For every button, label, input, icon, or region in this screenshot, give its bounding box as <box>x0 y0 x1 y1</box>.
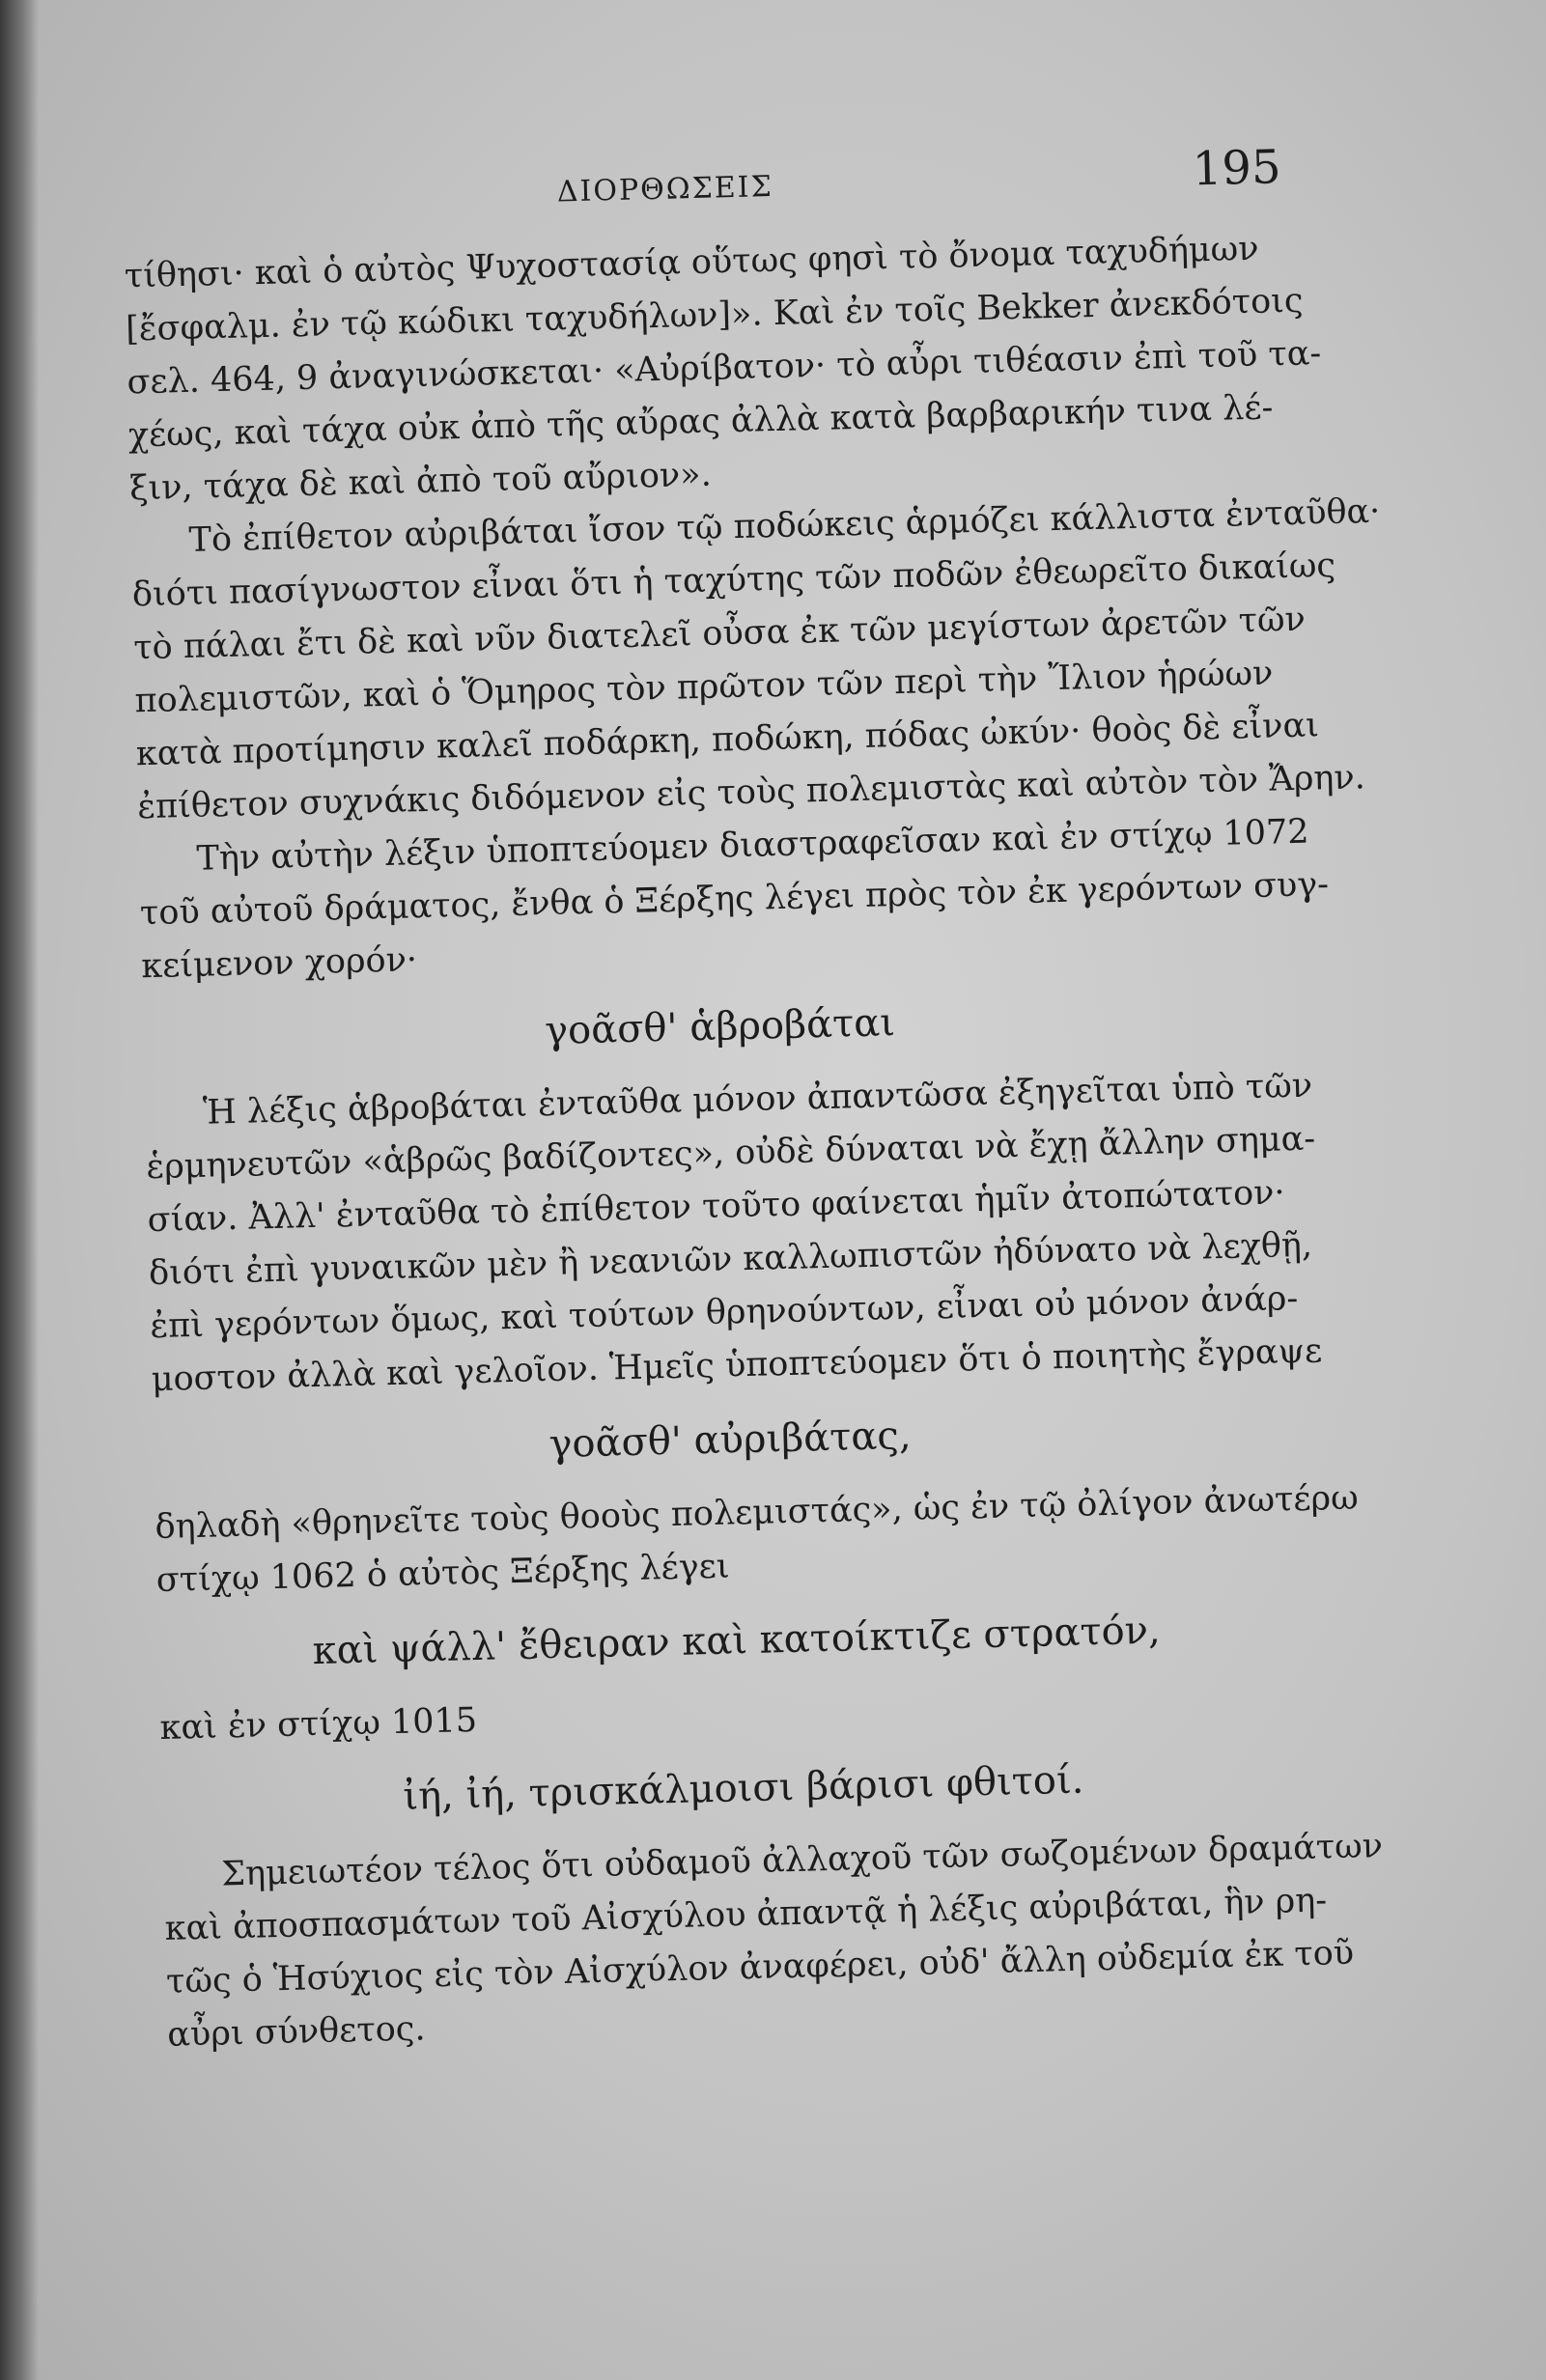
text-line: χέως, καὶ τάχα οὐκ ἀπὸ τῆς αὔρας ἀλλὰ κατὰ βαρβαρικήν τινα λέ- <box>127 388 1274 456</box>
text-line: στίχῳ 1062 ὁ αὐτὸς Ξέρξης λέγει <box>155 1547 730 1601</box>
text-line: καὶ ἀποσπασμάτων τοῦ Αἰσχύλου ἀπαντᾷ ἡ λέξις αὐριβάται, ἣν ρη- <box>164 1881 1328 1948</box>
text-line: Σημειωτέον τέλος ὅτι οὐδαμοῦ ἀλλαχοῦ τῶν σωζομένων δραμάτων <box>220 1827 1384 1894</box>
text-line: Τὸ ἐπίθετον αὐριβάται ἴσον τῷ ποδώκεις ἁρμόζει κάλλιστα ἐνταῦθα· <box>188 491 1381 560</box>
text-line: ἐπὶ γερόντων ὅμως, καὶ τούτων θρηνούντων, εἶναι οὐ μόνον ἀνάρ- <box>149 1279 1299 1347</box>
running-head <box>93 140 1296 227</box>
text-line: πολεμιστῶν, καὶ ὁ Ὅμηρος τὸν πρῶτον τῶν περὶ τὴν Ἴλιον ἡρώων <box>134 654 1274 721</box>
text-line: σελ. 464, 9 ἀναγινώσκεται· «Αὐρίβατον· τὸ αὖρι τιθέασιν ἐπὶ τοῦ τα- <box>126 334 1322 403</box>
paragraph-5 <box>155 1473 1360 1608</box>
paragraph-2 <box>130 488 1381 834</box>
verse-quote-4: ἰή, ἰή, τρισκάλμοισι βάρισι φθιτοί. <box>402 1757 1084 1819</box>
text-line: μοστον ἀλλὰ καὶ γελοῖον. Ἡμεῖς ὑποπτεύομεν ὅτι ὁ ποιητὴς ἔγραψε <box>151 1331 1323 1400</box>
text-line: τοῦ αὐτοῦ δράματος, ἔνθα ὁ Ξέρξης λέγει πρὸς τὸν ἐκ γερόντων συγ- <box>139 865 1330 934</box>
body-text <box>124 222 1384 2062</box>
text-line: ἑρμηνευτῶν «ἁβρῶς βαδίζοντες», οὐδὲ δύναται νὰ ἔχῃ ἄλλην σημα- <box>145 1119 1316 1188</box>
verse-quote-1: γοᾶσθ' ἁβροβάται <box>544 1000 896 1054</box>
verse-quote-3: καὶ ψάλλ' ἔθειραν καὶ κατοίκτιζε στρατόν, <box>312 1608 1162 1674</box>
text-line: καὶ ἐν στίχῳ 1015 <box>159 1700 478 1748</box>
paragraph-4 <box>144 1060 1323 1407</box>
paragraph-7 <box>163 1822 1384 2062</box>
text-line: διότι πασίγνωστον εἶναι ὅτι ἡ ταχύτης τῶν ποδῶν ἐθεωρεῖτο δικαίως <box>131 546 1336 615</box>
text-line: ξιν, τάχα δὲ καὶ ἀπὸ τοῦ αὔριον». <box>128 455 713 509</box>
text-line: κείμενον χορόν· <box>140 940 418 987</box>
page-binding-shadow <box>0 0 39 2380</box>
text-line: τὸ πάλαι ἔτι δὲ καὶ νῦν διατελεῖ οὖσα ἐκ τῶν μεγίστων ἀρετῶν τῶν <box>132 600 1307 668</box>
text-line: Τὴν αὐτὴν λέξιν ὑποπτεύομεν διαστραφεῖσαν καὶ ἐν στίχῳ 1072 <box>196 812 1310 879</box>
page-number: 195 <box>1192 140 1282 197</box>
paragraph-3 <box>138 806 1330 994</box>
text-line: διότι ἐπὶ γυναικῶν μὲν ἢ νεανιῶν καλλωπιστῶν ἠδύνατο νὰ λεχθῇ, <box>148 1225 1313 1294</box>
text-line: δηλαδὴ «θρηνεῖτε τοὺς θοοὺς πολεμιστάς», ὡς ἐν τῷ ὀλίγον ἀνωτέρω <box>155 1478 1360 1548</box>
verse-quote-2: γοᾶσθ' αὐριβάτας, <box>548 1413 913 1468</box>
text-line: τῶς ὁ Ἡσύχιος εἰς τὸν Αἰσχύλον ἀναφέρει, οὐδ' ἄλλη οὐδεμία ἐκ τοῦ <box>165 1933 1355 2002</box>
text-line: τίθησι· καὶ ὁ αὐτὸς Ψυχοστασίᾳ οὕτως φησὶ τὸ ὄνομα ταχυδήμων <box>124 229 1259 296</box>
text-line: αὖρι σύνθετος. <box>166 2009 426 2055</box>
book-page <box>92 101 1384 2254</box>
running-title: ΔΙΟΡΘΩΣΕΙΣ <box>556 169 774 210</box>
text-line: κατὰ προτίμησιν καλεῖ ποδάρκη, ποδώκη, πόδας ὠκύν· θοὸς δὲ εἶναι <box>135 706 1320 774</box>
text-line: Ἡ λέξις ἁβροβάται ἐνταῦθα μόνον ἀπαντῶσα ἐξηγεῖται ὑπὸ τῶν <box>202 1066 1313 1133</box>
text-line: σίαν. Ἀλλ' ἐνταῦθα τὸ ἐπίθετον τοῦτο φαίνεται ἡμῖν ἀτοπώτατον· <box>147 1173 1286 1241</box>
paragraph-1 <box>124 222 1322 516</box>
text-line: ἐπίθετον συχνάκις διδόμενον εἰς τοὺς πολεμιστὰς καὶ αὐτὸν τὸν Ἄρην. <box>136 758 1366 827</box>
text-line: [ἔσφαλμ. ἐν τῷ κώδικι ταχυδήλων]». Καὶ ἐν τοῖς Bekker ἀνεκδότοις <box>125 281 1304 350</box>
